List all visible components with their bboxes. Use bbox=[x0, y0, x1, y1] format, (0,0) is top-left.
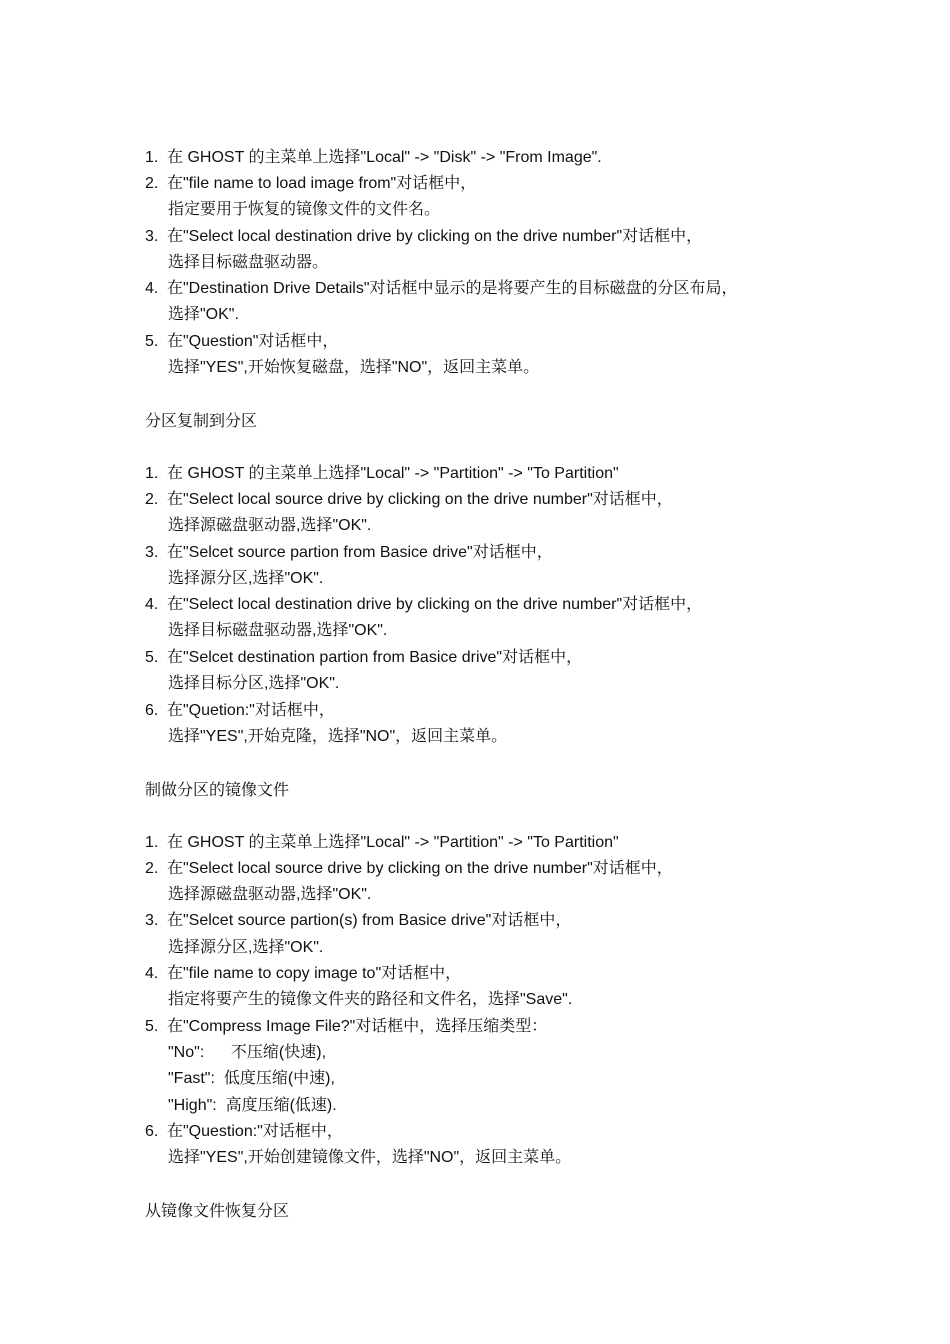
list-item bbox=[145, 833, 619, 853]
list-item bbox=[145, 859, 673, 879]
item-continuation: 选择目标磁盘驱动器。 bbox=[168, 254, 329, 271]
list-item bbox=[145, 701, 335, 721]
item-number: 1. bbox=[145, 465, 159, 482]
item-text: 在"file name to load image from"对话框中， bbox=[167, 175, 477, 192]
item-text: 在 GHOST 的主菜单上选择"Local" -> "Disk" -> "From Image". bbox=[167, 149, 602, 166]
item-text: 在"file name to copy image to"对话框中， bbox=[167, 965, 462, 982]
item-text: 在"Selcet source partion(s) from Basice drive"对话框中， bbox=[167, 912, 572, 929]
item-number: 3. bbox=[145, 544, 159, 561]
list-item bbox=[145, 148, 602, 168]
item-number: 4. bbox=[145, 596, 159, 613]
item-text: 在"Quetion:"对话框中， bbox=[167, 702, 335, 719]
list-item bbox=[145, 911, 571, 931]
item-continuation: "High": 高度压缩(低速). bbox=[168, 1097, 337, 1114]
item-number: 5. bbox=[145, 649, 159, 666]
item-number: 2. bbox=[145, 491, 159, 508]
item-text: 在 GHOST 的主菜单上选择"Local" -> "Partition" -> "To Partition" bbox=[167, 834, 619, 851]
item-continuation: 选择"YES",开始恢复磁盘，选择"NO"，返回主菜单。 bbox=[168, 359, 540, 376]
item-number: 3. bbox=[145, 912, 159, 929]
list-item bbox=[145, 227, 702, 247]
item-continuation: 选择源分区,选择"OK". bbox=[168, 570, 324, 587]
item-number: 5. bbox=[145, 333, 159, 350]
item-continuation: 选择目标分区,选择"OK". bbox=[168, 675, 340, 692]
list-item bbox=[145, 464, 619, 484]
item-text: 在"Select local source drive by clicking on the drive number"对话框中， bbox=[167, 491, 673, 508]
list-item bbox=[145, 332, 338, 352]
item-continuation: 选择源磁盘驱动器,选择"OK". bbox=[168, 517, 372, 534]
list-item bbox=[145, 964, 461, 984]
item-text: 在"Question:"对话框中， bbox=[167, 1123, 343, 1140]
item-continuation: 选择源分区,选择"OK". bbox=[168, 939, 324, 956]
list-item bbox=[145, 174, 476, 194]
item-continuation: 选择"OK". bbox=[168, 306, 239, 323]
section-heading: 分区复制到分区 bbox=[145, 411, 258, 430]
list-item bbox=[145, 543, 553, 563]
list-item bbox=[145, 490, 673, 510]
item-text: 在"Select local source drive by clicking on the drive number"对话框中， bbox=[167, 860, 673, 877]
list-item bbox=[145, 1122, 343, 1142]
item-number: 2. bbox=[145, 175, 159, 192]
item-text: 在"Select local destination drive by clicking on the drive number"对话框中， bbox=[167, 596, 703, 613]
section-heading: 制做分区的镜像文件 bbox=[145, 780, 290, 799]
item-number: 6. bbox=[145, 1123, 159, 1140]
item-continuation: "Fast": 低度压缩(中速), bbox=[168, 1070, 335, 1087]
item-text: 在"Selcet destination partion from Basice drive"对话框中， bbox=[167, 649, 583, 666]
list-item bbox=[145, 648, 582, 668]
item-continuation: "No": 不压缩(快速), bbox=[168, 1044, 327, 1061]
item-continuation: 选择源磁盘驱动器,选择"OK". bbox=[168, 886, 372, 903]
item-continuation: 选择"YES",开始克隆，选择"NO"，返回主菜单。 bbox=[168, 728, 508, 745]
item-text: 在"Select local destination drive by clicking on the drive number"对话框中， bbox=[167, 228, 703, 245]
item-continuation: 选择"YES",开始创建镜像文件，选择"NO"，返回主菜单。 bbox=[168, 1149, 572, 1166]
item-text: 在 GHOST 的主菜单上选择"Local" -> "Partition" -> "To Partition" bbox=[167, 465, 619, 482]
list-item bbox=[145, 1017, 547, 1037]
list-item bbox=[145, 279, 738, 299]
item-continuation: 选择目标磁盘驱动器,选择"OK". bbox=[168, 622, 388, 639]
item-text: 在"Question"对话框中， bbox=[167, 333, 339, 350]
list-item bbox=[145, 595, 702, 615]
section-heading: 从镜像文件恢复分区 bbox=[145, 1201, 290, 1220]
item-continuation: 指定要用于恢复的镜像文件的文件名。 bbox=[168, 201, 441, 218]
item-number: 4. bbox=[145, 965, 159, 982]
item-number: 6. bbox=[145, 702, 159, 719]
item-text: 在"Selcet source partion from Basice drive"对话框中， bbox=[167, 544, 553, 561]
item-continuation: 指定将要产生的镜像文件夹的路径和文件名，选择"Save". bbox=[168, 991, 573, 1008]
item-number: 4. bbox=[145, 280, 159, 297]
item-number: 5. bbox=[145, 1018, 159, 1035]
item-text: 在"Compress Image File?"对话框中，选择压缩类型： bbox=[167, 1018, 548, 1035]
item-number: 2. bbox=[145, 860, 159, 877]
item-number: 1. bbox=[145, 834, 159, 851]
item-text: 在"Destination Drive Details"对话框中显示的是将要产生的目标磁盘的分区布局， bbox=[167, 280, 738, 297]
item-number: 1. bbox=[145, 149, 159, 166]
item-number: 3. bbox=[145, 228, 159, 245]
